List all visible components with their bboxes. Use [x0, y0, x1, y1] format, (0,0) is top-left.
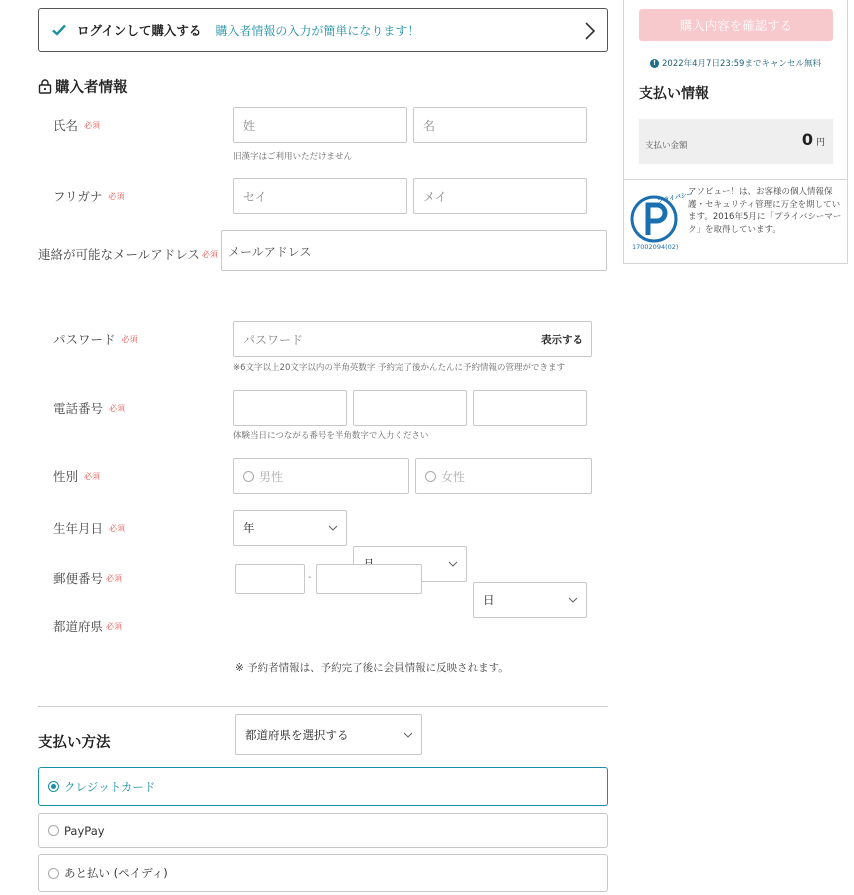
gender-female-label: 女性: [441, 469, 466, 484]
chevron-right-icon: [583, 21, 597, 41]
name-label-text: 氏名: [53, 118, 79, 133]
login-banner[interactable]: [38, 8, 608, 52]
radio-selected-icon: [48, 781, 59, 792]
buyer-title-text: 購入者情報: [55, 80, 128, 96]
chevron-down-icon: [568, 597, 578, 603]
first-name-input[interactable]: 名: [413, 107, 587, 143]
privacy-mark-logo: [628, 190, 694, 251]
phone-part3-input[interactable]: [473, 390, 587, 426]
order-summary-panel: [623, 0, 848, 264]
panel-divider: [624, 179, 847, 180]
prefecture-label: [53, 617, 122, 635]
phone-label-text: 電話番号: [53, 401, 104, 416]
confirm-purchase-button[interactable]: 購入内容を確認する: [639, 9, 833, 41]
gender-label: [53, 467, 100, 485]
phone-part2-input[interactable]: [353, 390, 467, 426]
required-badge: 必須: [106, 621, 123, 631]
section-divider: [38, 706, 608, 707]
check-icon: [51, 22, 67, 38]
cancel-note-text: 2022年4月7日23:59までキャンセル無料: [662, 59, 821, 69]
prefecture-value: 都道府県を選択する: [245, 727, 349, 742]
login-sub: 購入者情報の入力が簡単になります！: [215, 23, 420, 38]
cancel-note: [624, 57, 847, 69]
prefecture-label-text: 都道府県: [53, 619, 104, 634]
required-badge: 必須: [108, 191, 125, 201]
password-field[interactable]: [233, 321, 592, 357]
chevron-down-icon: [403, 732, 413, 738]
password-label-text: パスワード: [53, 332, 116, 347]
privacy-text: アソビュー！は、お客様の個人情報保護・セキュリティ管理に万全を期しています。2016年5月に「プライバシーマーク」を取得しています。: [688, 187, 842, 235]
birth-year-value: 年: [243, 521, 255, 535]
radio-icon: [243, 471, 254, 482]
payment-option-label: クレジットカード: [64, 779, 156, 794]
login-label: ログインして購入する: [77, 23, 202, 38]
payment-option-paidy[interactable]: [38, 854, 608, 892]
gender-female-option[interactable]: [415, 458, 592, 494]
required-badge: 必須: [109, 403, 126, 413]
birth-label-text: 生年月日: [53, 521, 104, 536]
gender-male-label: 男性: [259, 469, 284, 484]
amount-unit: 円: [815, 138, 825, 148]
payment-option-paypay[interactable]: [38, 813, 608, 848]
postal-part1-input[interactable]: [235, 564, 305, 594]
postal-dash: -: [308, 572, 312, 583]
postal-part2-input[interactable]: [316, 564, 422, 594]
payment-method-title: 支払い方法: [38, 735, 111, 751]
payment-option-label: あと払い (ペイディ): [64, 866, 168, 880]
gender-label-text: 性別: [53, 469, 79, 484]
password-placeholder: パスワード: [243, 332, 304, 347]
required-badge: 必須: [106, 573, 123, 583]
chevron-down-icon: [328, 525, 338, 531]
name-note: 旧漢字はご利用いただけません: [233, 152, 353, 162]
phone-part1-input[interactable]: [233, 390, 347, 426]
postal-label: [53, 569, 122, 587]
amount-label: 支払い金額: [645, 141, 688, 151]
required-badge: 必須: [201, 249, 218, 259]
payment-option-credit[interactable]: [38, 767, 608, 806]
kana-label-text: フリガナ: [53, 189, 103, 204]
phone-label: [53, 399, 125, 417]
lock-icon: [38, 79, 52, 94]
birth-label: [53, 519, 125, 537]
phone-note: 体験当日につながる番号を半角数字で入力ください: [233, 431, 429, 441]
required-badge: 必須: [84, 471, 101, 481]
birth-year-select[interactable]: [233, 510, 347, 546]
radio-icon: [48, 825, 59, 836]
amount-number: 0: [801, 130, 813, 149]
birth-day-select[interactable]: [473, 582, 587, 618]
email-label: [38, 245, 218, 263]
svg-text:17002094(02): 17002094(02): [632, 243, 679, 251]
buyer-section-title: [38, 76, 128, 97]
prefecture-select[interactable]: [235, 714, 422, 755]
required-badge: 必須: [109, 523, 126, 533]
password-note: ※6文字以上20文字以内の半角英数字 予約完了後かんたんに予約情報の管理ができます: [233, 363, 566, 373]
kana-label: [53, 187, 124, 205]
chevron-down-icon: [448, 561, 458, 567]
postal-label-text: 郵便番号: [53, 571, 104, 586]
radio-icon: [425, 471, 436, 482]
birth-day-value: 日: [483, 593, 495, 607]
prefecture-note: ※ 予約者情報は、予約完了後に会員情報に反映されます。: [235, 662, 509, 674]
show-password-button[interactable]: 表示する: [541, 333, 583, 346]
last-name-input[interactable]: 姓: [233, 107, 407, 143]
payment-option-label: PayPay: [64, 823, 105, 838]
payment-info-title: 支払い情報: [639, 86, 709, 102]
email-label-text: 連絡が可能なメールアドレス: [38, 247, 200, 262]
last-kana-input[interactable]: セイ: [233, 178, 407, 214]
password-label: [53, 330, 138, 348]
radio-icon: [48, 868, 59, 879]
required-badge: 必須: [84, 120, 101, 130]
first-kana-input[interactable]: メイ: [413, 178, 587, 214]
email-field[interactable]: メールアドレス: [221, 230, 607, 271]
required-badge: 必須: [121, 334, 138, 344]
gender-male-option[interactable]: [233, 458, 409, 494]
info-icon: !: [650, 59, 659, 68]
amount-value: [802, 130, 825, 149]
name-label: [53, 116, 100, 134]
amount-box: [639, 119, 833, 164]
svg-text:プライバシー: プライバシー: [656, 190, 694, 205]
